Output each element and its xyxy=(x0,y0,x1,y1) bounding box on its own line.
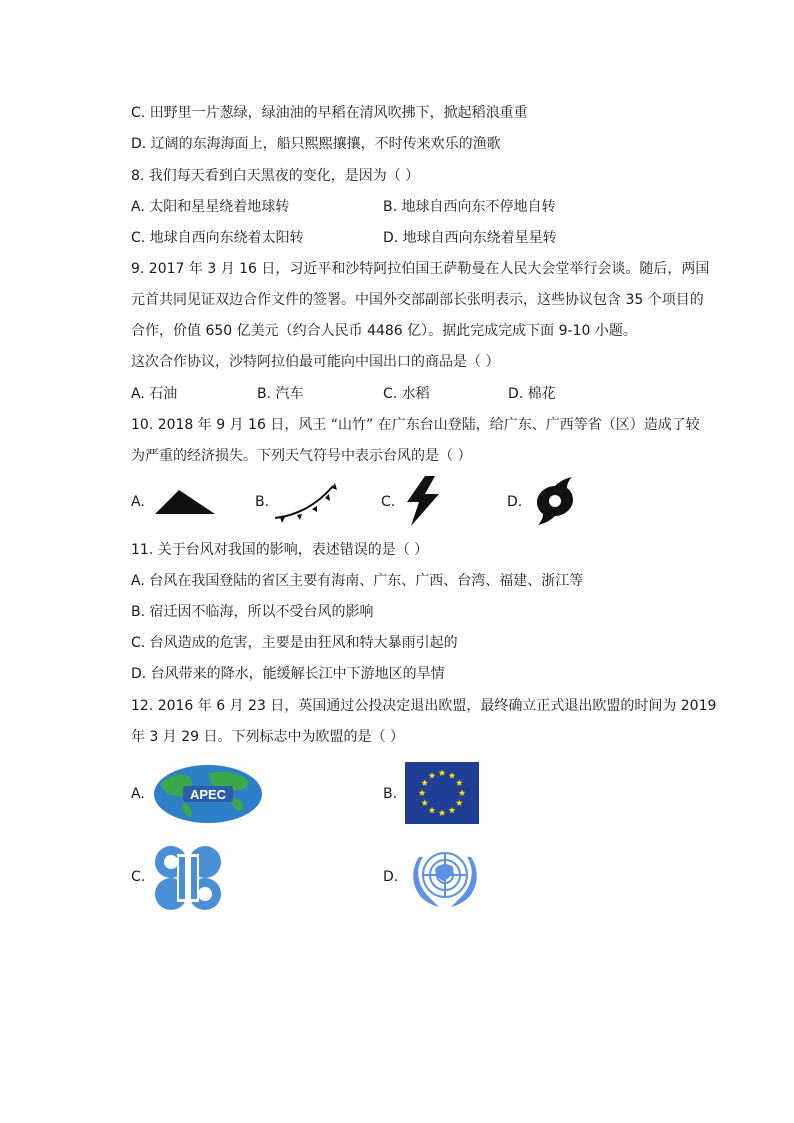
q10-option-a[interactable] xyxy=(131,474,231,530)
opec-logo-icon xyxy=(153,845,223,911)
apec-logo-icon xyxy=(153,764,263,824)
cold-front-symbol-icon xyxy=(153,486,217,516)
q8-option-b[interactable]: B. 地球自西向东不停地自转 xyxy=(383,199,556,215)
prev-option-c: C. 田野里一片葱绿，绿油油的早稻在清风吹拂下，掀起稻浪重重 xyxy=(131,105,528,121)
q11-option-a[interactable]: A. 台风在我国登陆的省区主要有海南、广东、广西、台湾、福建、浙江等 xyxy=(131,573,584,589)
question-12-line-1: 12. 2016 年 6 月 23 日，英国通过公投决定退出欧盟，最终确立正式退出欧盟的时间为 2019 xyxy=(131,698,717,714)
question-9-line-4: 这次合作协议，沙特阿拉伯最可能向中国出口的商品是（ ） xyxy=(131,354,500,370)
q12-option-b[interactable] xyxy=(383,760,533,828)
typhoon-symbol-icon xyxy=(531,476,579,526)
q10-option-d[interactable] xyxy=(507,474,607,530)
question-11: 11. 关于台风对我国的影响，表述错误的是（ ） xyxy=(131,542,429,558)
un-emblem-icon xyxy=(405,843,485,911)
q8-option-d[interactable]: D. 地球自西向东绕着星星转 xyxy=(383,230,557,246)
question-10-line-1: 10. 2018 年 9 月 16 日，风王 “山竹” 在广东台山登陆，给广东、广西等省（区）造成了较 xyxy=(131,417,700,433)
q8-option-c[interactable]: C. 地球自西向东绕着太阳转 xyxy=(131,230,304,246)
question-12-line-2: 年 3 月 29 日。下列标志中为欧盟的是（ ） xyxy=(131,729,404,745)
apec-logo-text: APEC xyxy=(189,787,227,802)
option-label: C. xyxy=(131,869,146,885)
q9-option-b[interactable]: B. 汽车 xyxy=(257,386,304,402)
question-10-line-2: 为严重的经济损失。下列天气符号中表示台风的是（ ） xyxy=(131,448,472,464)
option-label: B. xyxy=(383,786,398,802)
q9-option-d[interactable]: D. 棉花 xyxy=(508,386,556,402)
eu-flag-icon xyxy=(405,762,479,824)
q10-option-c[interactable] xyxy=(381,474,481,530)
option-label: A. xyxy=(131,786,145,802)
question-9-line-2: 元首共同见证双边合作文件的签署。中国外交部副部长张明表示，这些协议包含 35 个项目的 xyxy=(131,292,704,308)
q12-option-a[interactable] xyxy=(131,760,281,828)
q11-option-b[interactable]: B. 宿迁因不临海，所以不受台风的影响 xyxy=(131,604,374,620)
q10-option-b[interactable] xyxy=(255,474,355,530)
q11-option-c[interactable]: C. 台风造成的危害，主要是由狂风和特大暴雨引起的 xyxy=(131,635,458,651)
question-8: 8. 我们每天看到白天黑夜的变化，是因为（ ） xyxy=(131,168,420,184)
q11-option-d[interactable]: D. 台风带来的降水，能缓解长江中下游地区的旱情 xyxy=(131,666,445,682)
q12-option-c[interactable] xyxy=(131,843,281,911)
option-label: D. xyxy=(383,869,399,885)
q10-options-row xyxy=(131,474,591,530)
question-9-line-1: 9. 2017 年 3 月 16 日，习近平和沙特阿拉伯国王萨勒曼在人民大会堂举行会谈。随后，两国 xyxy=(131,261,710,277)
front-line-symbol-icon xyxy=(271,480,343,524)
question-9-line-3: 合作，价值 650 亿美元（约合人民币 4486 亿）。据此完成完成下面 9-10 小题。 xyxy=(131,323,637,339)
option-label: B. xyxy=(255,494,270,510)
q12-option-d[interactable] xyxy=(383,843,533,911)
q8-option-a[interactable]: A. 太阳和星星绕着地球转 xyxy=(131,199,290,215)
prev-option-d: D. 辽阔的东海海面上，船只熙熙攘攘，不时传来欢乐的渔歌 xyxy=(131,136,501,152)
q12-options-row-2 xyxy=(131,843,531,911)
q12-options-row-1 xyxy=(131,760,531,828)
option-label: D. xyxy=(507,494,523,510)
q9-option-a[interactable]: A. 石油 xyxy=(131,386,178,402)
q9-option-c[interactable]: C. 水稻 xyxy=(383,386,430,402)
lightning-symbol-icon xyxy=(403,474,443,528)
option-label: A. xyxy=(131,494,145,510)
option-label: C. xyxy=(381,494,396,510)
